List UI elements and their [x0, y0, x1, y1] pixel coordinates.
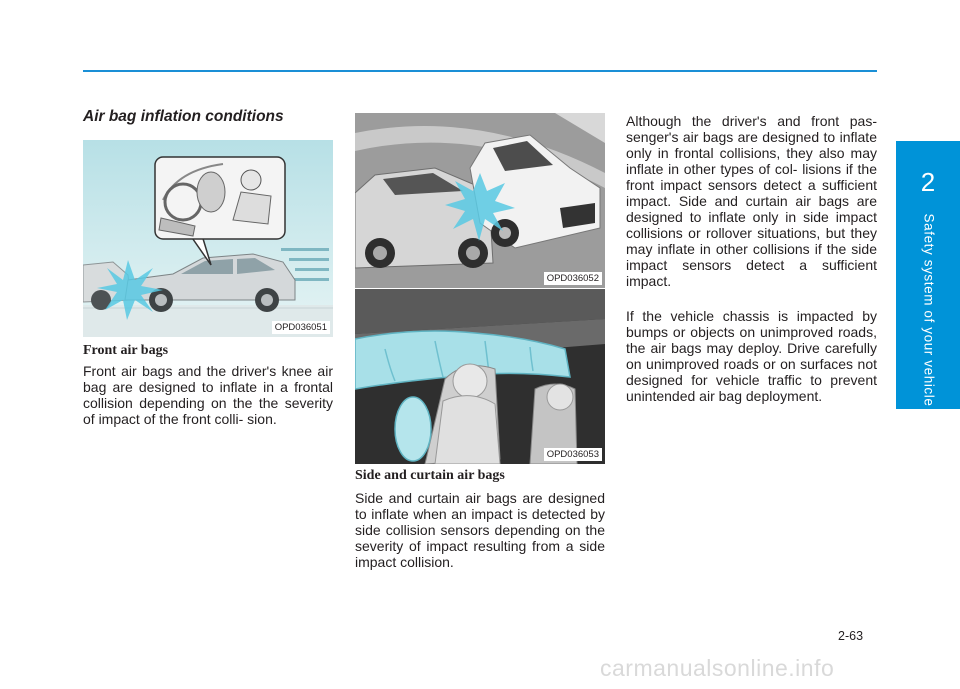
section-title: Air bag inflation conditions [83, 108, 284, 125]
front-airbag-illustration [83, 140, 333, 337]
chapter-tab[interactable] [896, 141, 960, 409]
header-rule [83, 70, 877, 72]
front-airbags-text: Front air bags and the driver's knee air bag are designed to inflate in a frontal collision depending on the the severity of impact of the front colli- sion. [83, 363, 333, 427]
other-collisions-paragraph-1: Although the driver's and front pas- senger's air bags are designed to inflate only in frontal collisions, they also may inflate in other types of col- lisions if the front impact sensors detect a sufficient impact. Side and curtain air bags are designed to inflate only in side impact collisions or rollover situations, but they may inflate in other collisions if the side impact sensors detect a sufficient impact. [626, 113, 877, 289]
side-curtain-airbags-text: Side and curtain air bags are designed to inflate when an impact is detected by side collision sensors depending on the severity of impact resulting from a side impact collision. [355, 490, 605, 570]
side-impact-figure [355, 113, 605, 288]
page-number: 2-63 [838, 629, 864, 643]
chapter-title [915, 215, 943, 405]
curtain-airbag-figure [355, 289, 605, 464]
figure-code-curtain: OPD036053 [544, 448, 602, 461]
front-airbag-figure [83, 140, 333, 337]
front-airbags-heading: Front air bags [83, 343, 169, 358]
chapter-number: 2 [920, 167, 936, 197]
side-impact-illustration [355, 113, 605, 288]
figure-code-side-impact: OPD036052 [544, 272, 602, 285]
figure-code-front: OPD036051 [272, 321, 330, 334]
curtain-airbag-illustration [355, 289, 605, 464]
chapter-title-text: Safety system of your vehicle [921, 213, 937, 407]
side-curtain-airbags-heading: Side and curtain air bags [355, 468, 505, 483]
watermark: carmanualsonline.info [600, 655, 835, 681]
other-collisions-paragraph-2: If the vehicle chassis is impacted by bumps or objects on unimproved roads, the air bags may deploy. Drive carefully on unimproved roads or on surfaces not designed for vehicle traffic to prevent unintended air bag deployment. [626, 308, 877, 404]
